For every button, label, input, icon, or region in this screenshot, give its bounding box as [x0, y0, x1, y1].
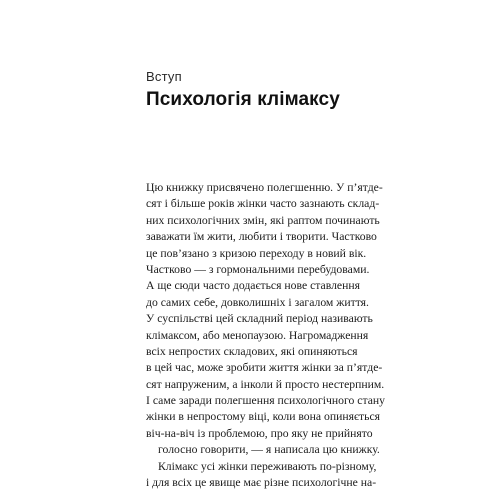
section-label: Вступ — [146, 69, 182, 84]
text-line: голосно говорити, — я написала цю книжку. — [158, 443, 380, 457]
text-line: сят напруженим, а інколи й просто нестерпним. — [146, 377, 385, 391]
text-line: У суспільстві цей складний період називають — [146, 312, 373, 326]
text-line: віч-на-віч із проблемою, про яку не прийнято — [146, 426, 373, 440]
text-line: Частково — з гормональними перебудовами. — [146, 262, 370, 276]
chapter-title: Психологія клімаксу — [146, 89, 340, 110]
text-line: в цей час, може зробити життя жінки за п’ятде- — [146, 361, 383, 375]
text-line: всіх непростих складових, які опиняються — [146, 344, 358, 358]
text-line: і для всіх це явище має різне психологічне на- — [146, 476, 377, 490]
text-line: І саме заради полегшення психологічного стану — [146, 394, 386, 408]
text-line: до самих себе, довколишніх і загалом життя. — [146, 295, 369, 309]
text-line: це пов’язано з кризою переходу в новий вік. — [146, 246, 367, 260]
body-paragraphs — [146, 180, 386, 491]
text-line: них психологічних змін, які раптом починають — [146, 213, 380, 227]
text-line: клімаксом, або менопаузою. Нагромадження — [146, 328, 369, 342]
text-line: жінки в непростому віці, коли вона опиняється — [146, 410, 381, 424]
text-line: А ще сюди часто додається нове ставлення — [146, 279, 360, 293]
text-line: заважати їм жити, любити і творити. Частково — [146, 230, 377, 244]
text-line: сят і більше років жінки часто зазнають склад- — [146, 197, 380, 211]
text-line: Клімакс усі жінки переживають по-різному, — [158, 459, 377, 473]
text-line: Цю книжку присвячено полегшенню. У п’ятде- — [146, 181, 383, 194]
